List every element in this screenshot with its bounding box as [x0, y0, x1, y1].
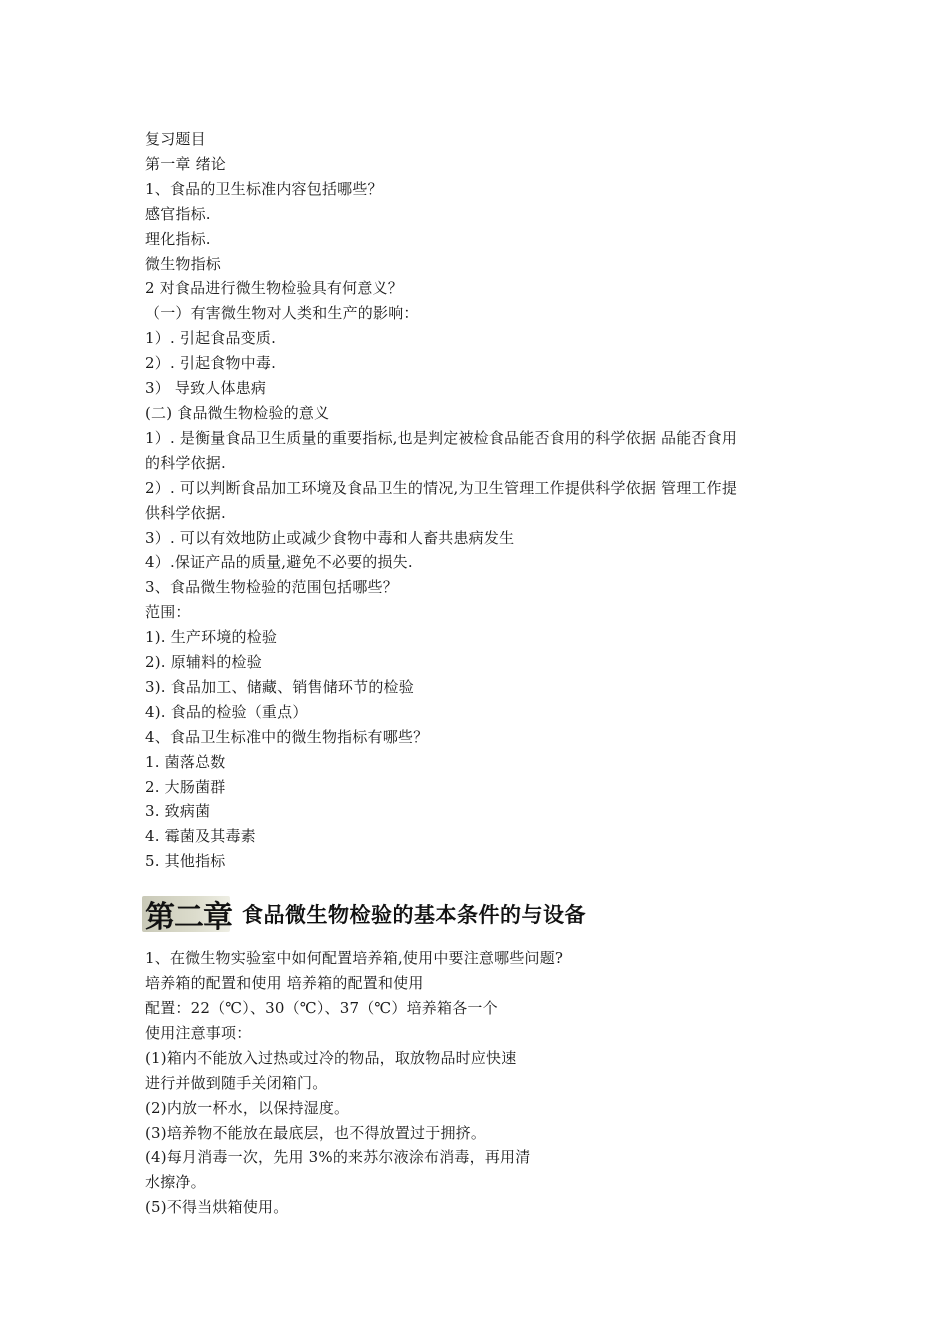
text-line: 1、食品的卫生标准内容包括哪些？ — [145, 179, 383, 198]
text-line: 5. 其他指标 — [145, 852, 226, 871]
document-content — [145, 127, 815, 1220]
text-line: (5)不得当烘箱使用。 — [145, 1198, 289, 1217]
text-line: 3）. 可以有效地防止或减少食物中毒和人畜共患病发生 — [145, 528, 515, 547]
text-line: 1). 生产环境的检验 — [145, 628, 278, 647]
chapter-2-banner — [145, 890, 815, 938]
text-line: 4. 霉菌及其毒素 — [145, 827, 256, 846]
text-line: 1）. 是衡量食品卫生质量的重要指标,也是判定被检食品能否食用的科学依据 品能否食用 — [145, 428, 738, 447]
text-line: 第一章 绪论 — [145, 154, 226, 173]
text-line: 1、在微生物实验室中如何配置培养箱,使用中要注意哪些问题? — [145, 949, 564, 968]
chapter-2-section — [145, 946, 815, 1220]
chapter-2-title: 食品微生物检验的基本条件的与设备 — [242, 903, 586, 928]
text-line: 2). 原辅料的检验 — [145, 653, 262, 672]
text-line: 4、食品卫生标准中的微生物指标有哪些？ — [145, 727, 429, 746]
text-line: 3、食品微生物检验的范围包括哪些？ — [145, 578, 398, 597]
text-line: 理化指标. — [145, 229, 211, 248]
text-line: (2)内放一杯水，以保持湿度。 — [145, 1098, 350, 1117]
text-line: 的科学依据. — [145, 453, 226, 472]
text-line: 范围： — [145, 603, 191, 622]
text-line: 2. 大肠菌群 — [145, 777, 226, 796]
text-line: 复习题目 — [145, 130, 206, 148]
chapter-2-number: 第二章 — [145, 900, 232, 936]
text-line: (4)每月消毒一次，先用 3%的来苏尔液涂布消毒，再用清 — [145, 1148, 531, 1167]
text-line: (3)培养物不能放在最底层，也不得放置过于拥挤。 — [145, 1123, 487, 1142]
text-line: 3). 食品加工、储藏、销售储环节的检验 — [145, 677, 414, 696]
text-line: 3） 导致人体患病 — [145, 379, 267, 398]
text-line: 水擦净。 — [145, 1173, 206, 1192]
text-line: 感官指标. — [145, 204, 211, 223]
text-line: 供科学依据. — [145, 503, 226, 522]
text-line: 3. 致病菌 — [145, 802, 211, 821]
text-line: 微生物指标 — [145, 254, 222, 273]
text-line: （一）有害微生物对人类和生产的影响： — [145, 304, 419, 323]
text-line: 2）. 引起食物中毒. — [145, 354, 277, 373]
text-line: 进行并做到随手关闭箱门。 — [145, 1073, 328, 1092]
text-line: (二) 食品微生物检验的意义 — [145, 403, 330, 422]
text-line: 1）. 引起食品变质. — [145, 329, 277, 348]
text-line: 使用注意事项： — [145, 1023, 252, 1042]
text-line: 配置：22（℃）、30（℃）、37（℃）培养箱各一个 — [145, 999, 498, 1017]
text-line: 1. 菌落总数 — [145, 752, 226, 771]
text-line: 2 对食品进行微生物检验具有何意义？ — [145, 279, 403, 298]
text-line: 4）.保证产品的质量,避免不必要的损失. — [145, 553, 413, 572]
chapter-1-section — [145, 127, 815, 874]
text-line: 4). 食品的检验（重点） — [145, 702, 308, 721]
text-line: 培养箱的配置和使用 培养箱的配置和使用 — [145, 974, 424, 993]
text-line: (1)箱内不能放入过热或过冷的物品，取放物品时应快速 — [145, 1048, 517, 1067]
text-line: 2）. 可以判断食品加工环境及食品卫生的情况,为卫生管理工作提供科学依据 管理工作提 — [145, 478, 738, 497]
